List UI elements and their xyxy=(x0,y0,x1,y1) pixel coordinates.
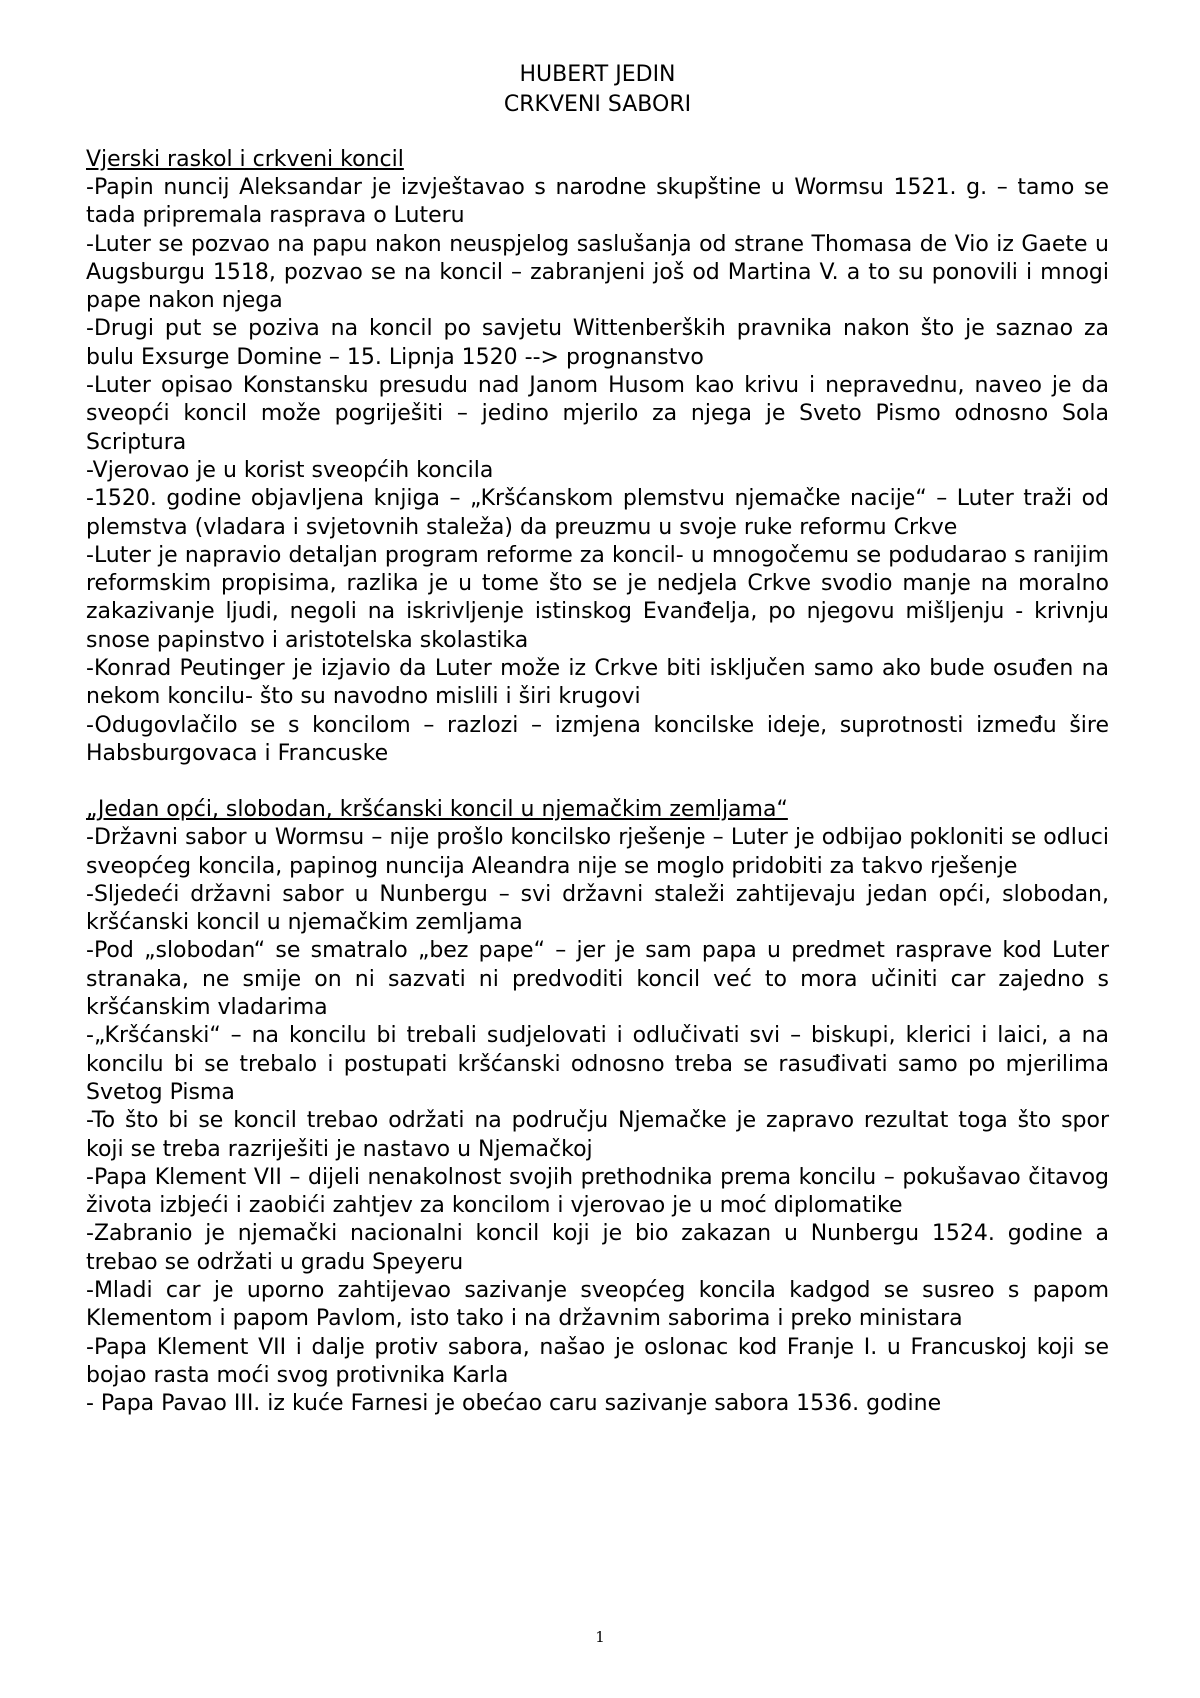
paragraph: -Sljedeći državni sabor u Nunbergu – svi državni staleži zahtijevaju jedan opći, slobodan, kršćanski koncil u njemačkim zemljama xyxy=(86,881,1109,936)
paragraph: - Papa Pavao III. iz kuće Farnesi je obećao caru sazivanje sabora 1536. godine xyxy=(86,1391,942,1417)
paragraph: -Papa Klement VII – dijeli nenakolnost svojih prethodnika prema koncilu – pokušavao čitavog života izbjeći i zaobići zahtjev za koncilom i vjerovao je u moć diplomatike xyxy=(86,1164,1109,1219)
page-number: 1 xyxy=(595,1628,605,1646)
section-heading-1: Vjerski raskol i crkveni koncil xyxy=(86,147,404,172)
paragraph: -Vjerovao je u korist sveopćih koncila xyxy=(86,457,494,483)
paragraph: -Državni sabor u Wormsu – nije prošlo koncilsko rješenje – Luter je odbijao pokloniti se odluci sveopćeg koncila, papinog nuncija Aleandra nije se moglo pridobiti za takvo rješenje xyxy=(86,825,1109,879)
paragraph: -Papin nuncij Aleksandar je izvještavao s narodne skupštine u Wormsu 1521. g. – tamo se tada pripremala rasprava o Luteru xyxy=(86,175,1109,229)
paragraph: -Pod „slobodan“ se smatralo „bez pape“ – jer je sam papa u predmet rasprave kod Luter stranaka, ne smije on ni sazvati ni predvoditi koncil već to mora učiniti car zajedno s kršćanskim vladarima xyxy=(86,938,1109,1021)
paragraph: -„Kršćanski“ – na koncilu bi trebali sudjelovati i odlučivati svi – biskupi, klerici i laici, a na koncilu bi se trebalo i postupati kršćanski odnosno treba se rasuđivati samo po mjerilima Svetog Pisma xyxy=(86,1023,1109,1105)
paragraph: -To što bi se koncil trebao održati na području Njemačke je zapravo rezultat toga što spor koji se treba razriješiti je nastavo u Njemačkoj xyxy=(86,1108,1109,1162)
paragraph: -Luter opisao Konstansku presudu nad Janom Husom kao krivu i nepravednu, naveo je da sveopći koncil može pogriješiti – jedino mjerilo za njega je Sveto Pismo odnosno Sola Scriptura xyxy=(86,373,1109,455)
paragraph: -Papa Klement VII i dalje protiv sabora, našao je oslonac kod Franje I. u Francuskoj koji se bojao rasta moći svog protivnika Karla xyxy=(86,1334,1109,1388)
paragraph: -Mladi car je uporno zahtijevao sazivanje sveopćeg koncila kadgod se susreo s papom Klementom i papom Pavlom, isto tako i na državnim saborima i preko ministara xyxy=(86,1277,1109,1332)
section-spacer xyxy=(86,768,1109,796)
paragraph: -Zabranio je njemački nacionalni koncil koji je bio zakazan u Nunbergu 1524. godine a trebao se održati u gradu Speyeru xyxy=(86,1221,1109,1275)
paragraph: -1520. godine objavljena knjiga – „Kršćanskom plemstvu njemačke nacije“ – Luter traži od plemstva (vladara i svjetovnih staleža) da preuzmu u svoje ruke reformu Crkve xyxy=(86,486,1109,540)
paragraph: -Konrad Peutinger je izjavio da Luter može iz Crkve biti isključen samo ako bude osuđen na nekom koncilu- što su navodno mislili i širi krugovi xyxy=(86,656,1109,710)
paragraph: -Odugovlačilo se s koncilom – razlozi – izmjena koncilske ideje, suprotnosti između šire Habsburgovaca i Francuske xyxy=(86,712,1109,766)
paragraph: -Luter je napravio detaljan program reforme za koncil- u mnogočemu se podudarao s ranijim reformskim propisima, razlika je u tome što se je nedjela Crkve svodio manje na moralno zakazivanje ljudi, negoli na iskrivljenje istinskog Evanđelja, po njegovu mišljenju - krivnju snose papinstvo i aristotelska skolastika xyxy=(86,542,1109,653)
document-author: HUBERT JEDIN xyxy=(519,62,676,87)
document-title: CRKVENI SABORI xyxy=(503,92,692,117)
paragraph: -Luter se pozvao na papu nakon neuspjelog saslušanja od strane Thomasa de Vio iz Gaete u Augsburgu 1518, pozvao se na koncil – zabranjeni još od Martina V. a to su ponovili i mnogi pape nakon njega xyxy=(86,231,1109,314)
section-heading-2: „Jedan opći, slobodan, kršćanski koncil u njemačkim zemljama“ xyxy=(86,797,788,823)
paragraph: -Drugi put se poziva na koncil po savjetu Wittenberških pravnika nakon što je saznao za bulu Exsurge Domine – 15. Lipnja 1520 --> prognanstvo xyxy=(86,316,1109,370)
document-page xyxy=(86,60,1109,1418)
